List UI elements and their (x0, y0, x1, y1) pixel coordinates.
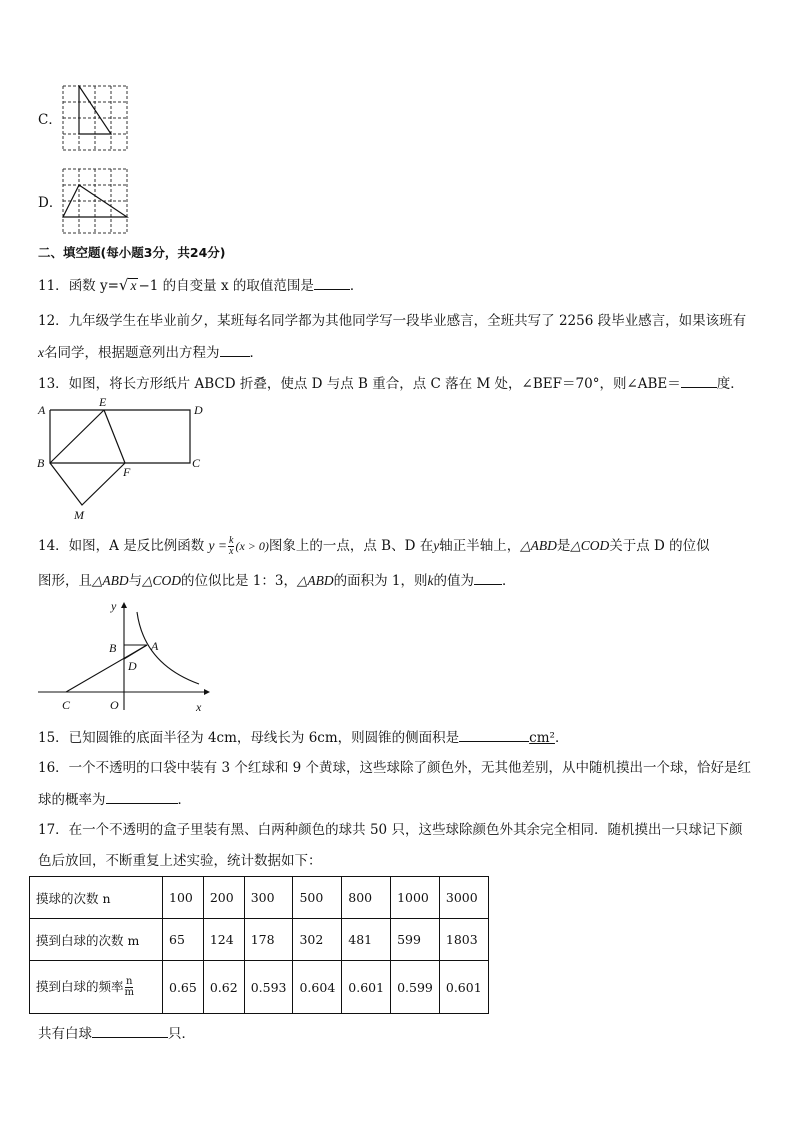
m-cell: 599 (391, 919, 440, 961)
q17-line-2: 色后放回，不断重复上述实验，统计数据如下： (38, 853, 322, 869)
q16-answer-blank[interactable] (106, 789, 178, 804)
q13-label-e: E (99, 396, 107, 409)
freq-cell: 0.604 (293, 961, 342, 1014)
q17-stats-table (29, 876, 489, 1014)
q17-answer-line (38, 1023, 195, 1044)
q15-end: ． (554, 730, 569, 746)
q14-line2-a: 图形，且 (38, 573, 92, 589)
freq-header-label: 摸到白球的频率 (36, 978, 124, 994)
q17-line-1: 17．在一个不透明的盒子里装有黑、白两种颜色的球共 50 只，这些球除颜色外其余完全相同．随机摸出一只球记下颜 (38, 822, 743, 838)
freq-cell: 0.62 (203, 961, 244, 1014)
q14-label-b: B (109, 641, 117, 655)
n-cell: 1000 (391, 877, 440, 919)
q13-answer-blank[interactable] (681, 373, 717, 388)
q12-end: ． (249, 345, 263, 361)
q11-answer-blank[interactable] (314, 275, 350, 290)
q14-figure (34, 598, 214, 716)
q14-text-d: 是 (556, 538, 571, 554)
q14-var-k: k (427, 573, 434, 588)
q13-label-a: A (38, 403, 46, 417)
q11-text-a: 函数 y= (68, 278, 119, 294)
row-header-n: 摸球的次数 n (30, 877, 163, 919)
q13-label-f: F (123, 465, 131, 479)
option-c-label[interactable]: C． (38, 112, 62, 128)
freq-cell: 0.601 (439, 961, 488, 1014)
q14-tri-abd: △ABD (520, 538, 557, 553)
q14-line2-tri-abd-2: △ABD (297, 573, 334, 588)
q14-func-y: y = (208, 538, 227, 553)
row-header-freq (30, 961, 163, 1014)
n-cell: 300 (244, 877, 293, 919)
q14-line2-e: 的值为 (433, 573, 475, 589)
q15-answer-blank[interactable] (459, 727, 529, 742)
q15-unit: cm² (529, 730, 555, 746)
q13-label-d: D (194, 403, 203, 417)
q14-label-c: C (62, 698, 71, 712)
freq-cell: 0.599 (391, 961, 440, 1014)
row-header-m: 摸到白球的次数 m (30, 919, 163, 961)
q16-line2-text: 球的概率为 (38, 792, 106, 808)
n-cell: 100 (163, 877, 204, 919)
q14-text-c: 轴正半轴上， (439, 538, 521, 554)
m-cell: 481 (342, 919, 391, 961)
q14-tri-cod: △COD (570, 538, 610, 553)
q14-line2-c: 的位似比是 1：3， (181, 573, 297, 589)
q12-var: x (38, 345, 44, 360)
question-15 (38, 727, 568, 748)
q12-line2-text: 名同学，根据题意列出方程为 (44, 345, 220, 361)
q11-number: 11． (38, 278, 69, 294)
q12-line-2 (38, 342, 263, 363)
freq-cell: 0.601 (342, 961, 391, 1014)
table-row (30, 877, 489, 919)
q13-label-m: M (74, 508, 84, 522)
q16-end: ． (177, 792, 191, 808)
q11-text-b: −1 的自变量 x 的取值范围是 (138, 278, 314, 294)
m-cell: 65 (163, 919, 204, 961)
q12-answer-blank[interactable] (220, 342, 250, 357)
q14-label-x: x (196, 700, 202, 714)
q14-answer-blank[interactable] (474, 570, 502, 585)
q14-fraction: $\frac{k}{x}$ (229, 535, 234, 557)
q14-label-d: D (128, 659, 137, 673)
q14-label-a: A (151, 639, 159, 653)
q16-line-2 (38, 789, 191, 810)
q15-text: 15．已知圆锥的底面半径为 4cm，母线长为 6cm，则圆锥的侧面积是 (38, 730, 460, 746)
n-cell: 3000 (439, 877, 488, 919)
m-cell: 302 (293, 919, 342, 961)
freq-fraction: $\frac{n}{m}$ (124, 975, 134, 998)
freq-cell: 0.65 (163, 961, 204, 1014)
q11-sqrt-arg: x (130, 278, 137, 293)
q17-end: 只． (168, 1026, 195, 1042)
q14-line2-tri-abd: △ABD (92, 573, 129, 588)
q14-axis-y: y (433, 538, 440, 553)
q14-text-e: 关于点 D 的位似 (609, 538, 710, 554)
m-cell: 124 (203, 919, 244, 961)
q12-line-1: 12．九年级学生在毕业前夕，某班每名同学都为其他同学写一段毕业感言，全班共写了 2256 段毕业感言，如果该班有 (38, 313, 747, 329)
q14-end: ． (502, 573, 516, 589)
q13-end: 度． (716, 376, 744, 392)
q14-line-1 (38, 536, 710, 557)
m-cell: 1803 (439, 919, 488, 961)
q17-answer-text: 共有白球 (38, 1026, 92, 1042)
q11-end: ． (349, 278, 364, 294)
q14-line2-d: 的面积为 1，则 (333, 573, 428, 589)
option-d-grid-figure (62, 168, 130, 236)
option-d-label[interactable]: D． (38, 195, 63, 211)
freq-cell: 0.593 (244, 961, 293, 1014)
q14-text-a: 14．如图，A 是反比例函数 (38, 538, 205, 554)
q14-label-y: y (111, 599, 117, 613)
table-row (30, 919, 489, 961)
q16-line-1: 16．一个不透明的口袋中装有 3 个红球和 9 个黄球，这些球除了颜色外，无其他差别，从中随机摸出一个球，恰好是红 (38, 760, 752, 776)
question-13 (38, 373, 744, 394)
q14-line2-tri-cod: △COD (142, 573, 182, 588)
q13-label-c: C (192, 456, 201, 470)
n-cell: 500 (293, 877, 342, 919)
n-cell: 200 (203, 877, 244, 919)
q14-func-cond: (x > 0) (235, 539, 269, 553)
section-title: 二、填空题(每小题3分，共24分) (38, 245, 226, 260)
q13-figure (34, 396, 214, 524)
m-cell: 178 (244, 919, 293, 961)
q13-text: 13．如图，将长方形纸片 ABCD 折叠，使点 D 与点 B 重合，点 C 落在 M 处，∠BEF＝70°，则∠ABE＝ (38, 376, 681, 392)
question-11: 11．函数 y=√ x −1 的自变量 x 的取值范围是 ． (38, 276, 364, 294)
table-row (30, 961, 489, 1014)
option-c-grid-figure (62, 85, 130, 153)
q13-label-b: B (37, 456, 45, 470)
q14-text-b: 图象上的一点，点 B、D 在 (268, 538, 434, 554)
q14-line-2 (38, 570, 516, 591)
q14-line2-b: 与 (128, 573, 143, 589)
q14-label-o: O (110, 698, 119, 712)
n-cell: 800 (342, 877, 391, 919)
q17-answer-blank[interactable] (92, 1023, 168, 1038)
